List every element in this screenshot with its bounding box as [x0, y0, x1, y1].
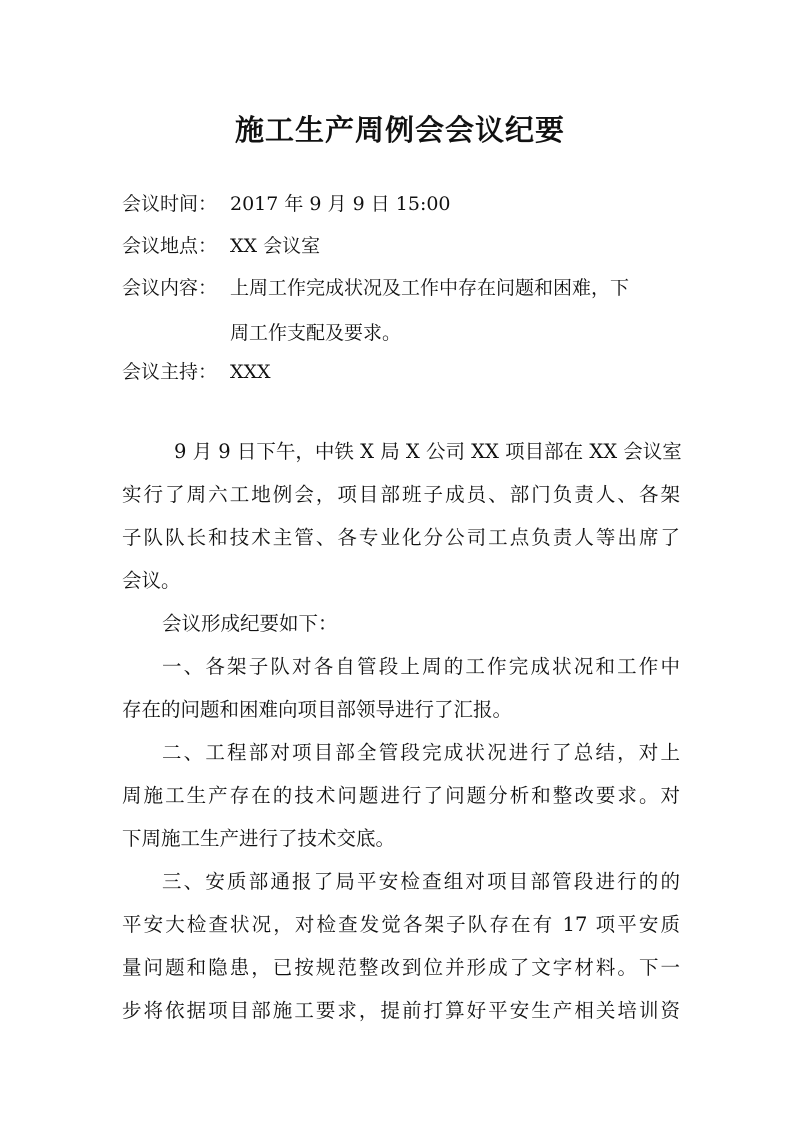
item-3-line: 量问题和隐患，已按规范整改到位并形成了文字材料。下一	[122, 956, 680, 979]
item-2-line: 二、工程部对项目部全管段完成状况进行了总结，对上	[162, 741, 680, 764]
item-1-line: 一、各架子队对各自管段上周的工作完成状况和工作中	[162, 655, 680, 678]
intro-line: 子队队长和技术主管、各专业化分公司工点负责人等出席了	[122, 526, 680, 549]
intro-line: 会议。	[122, 569, 181, 592]
item-2-line: 下周施工生产进行了技术交底。	[122, 827, 396, 850]
meeting-content-line-2: 周工作支配及要求。	[230, 322, 402, 344]
intro-line: 实行了周六工地例会，项目部班子成员、部门负责人、各架	[122, 483, 680, 506]
intro-line: 9 月 9 日下午，中铁 X 局 X 公司 XX 项目部在 XX 会议室	[174, 440, 682, 463]
summary-heading: 会议形成纪要如下：	[162, 612, 338, 635]
item-2-line: 周施工生产存在的技术问题进行了问题分析和整改要求。对	[122, 784, 680, 807]
item-3-line: 平安大检查状况，对检查发觉各架子队存在有 17 项平安质	[122, 913, 680, 936]
meeting-place-value: XX 会议室	[230, 235, 321, 257]
meeting-place-label: 会议地点：	[122, 235, 218, 257]
meeting-host-label: 会议主持：	[122, 361, 218, 383]
meeting-host-value: XXX	[230, 361, 271, 383]
meeting-host-row	[122, 360, 271, 384]
document-title: 施工生产周例会会议纪要	[234, 113, 565, 147]
item-3-line: 步将依据项目部施工要求，提前打算好平安生产相关培训资	[122, 999, 680, 1022]
item-3-line: 三、安质部通报了局平安检查组对项目部管段进行的的	[162, 870, 680, 893]
item-1-line: 存在的问题和困难向项目部领导进行了汇报。	[122, 698, 513, 721]
meeting-place-row	[122, 234, 320, 258]
meeting-time-value: 2017 年 9 月 9 日 15:00	[230, 193, 451, 215]
meeting-content-row	[122, 276, 629, 300]
meeting-time-row	[122, 192, 451, 216]
meeting-content-label: 会议内容：	[122, 277, 218, 299]
meeting-time-label: 会议时间：	[122, 193, 218, 215]
meeting-content-line-1: 上周工作完成状况及工作中存在问题和困难，下	[230, 277, 630, 299]
